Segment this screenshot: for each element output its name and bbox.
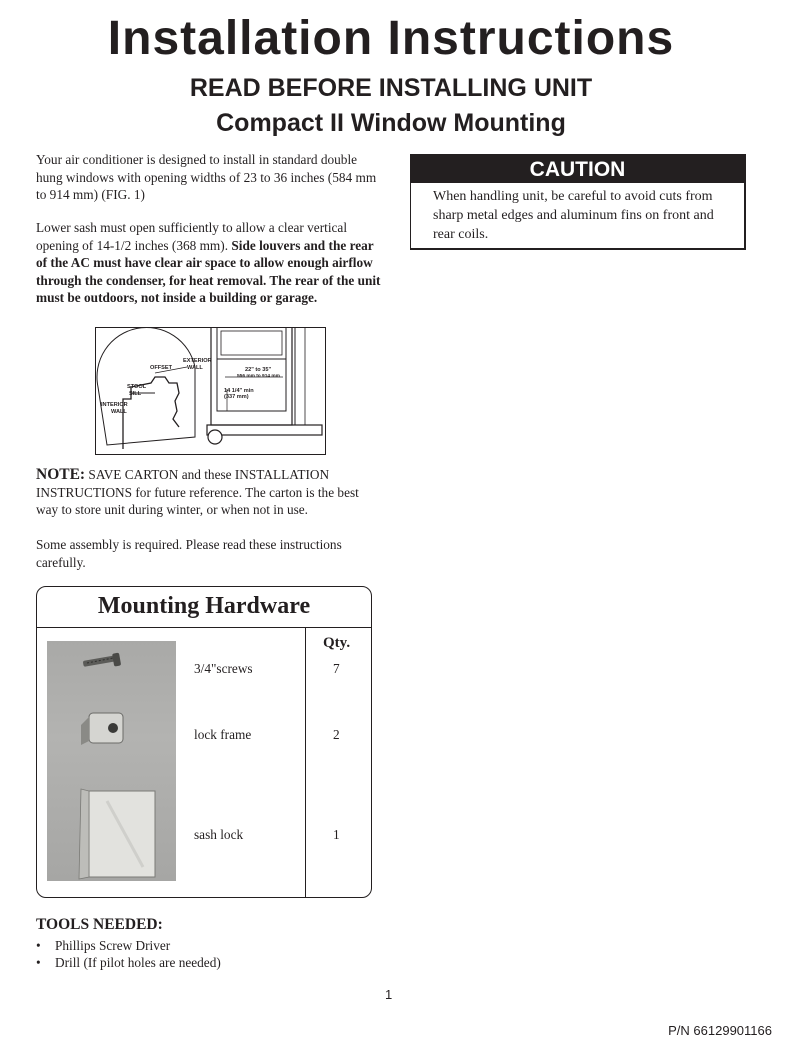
item-qty-lock-frame: 2 [333,727,340,742]
label-width-inches: 22" to 35" [245,367,272,373]
hardware-photo-illustration [47,641,176,881]
page-title: Installation Instructions [107,12,675,65]
page-number: 1 [385,987,393,1002]
screw-image [83,653,121,667]
assembly-notice: Some assembly is required. Please read these instructions carefully. [36,537,342,570]
label-interior-wall-1: INTERIOR [101,402,128,408]
intro-paragraph-2 [36,219,381,307]
qty-header: Qty. [323,635,351,651]
part-number: P/N 66129901166 [668,1023,772,1038]
label-height-inches: 14 1/4" min [224,388,254,394]
hardware-photo [47,641,176,881]
lock-frame-image [81,713,123,745]
intro-paragraph-2-warning: Side louvers and the rear of the AC must have clear air space to allow enough airflow through the condenser, for heat removal. The rear of the unit must be outdoors, not inside a building or garage. [36,237,381,305]
tool-item: • Phillips Screw Driver [36,937,221,954]
sash-lock-image [79,789,155,879]
item-qty-sash-lock: 1 [333,827,340,842]
caution-text: When handling unit, be careful to avoid cuts from sharp metal edges and aluminum fins on front and rear coils. [433,189,714,242]
label-stool-sill-1: STOOL [127,384,147,390]
tool-item: • Drill (If pilot holes are needed) [36,954,221,971]
window-sill [207,425,322,435]
note-paragraph [36,466,381,519]
upper-glass [221,331,282,355]
item-qty-screws: 7 [333,661,340,676]
hardware-divider [37,627,371,628]
tools-heading: TOOLS NEEDED: [36,916,163,933]
subtitle-read-before: READ BEFORE INSTALLING UNIT [189,74,593,102]
intro-paragraph-2-text: Lower sash must open sufficiently to allow a clear vertical opening of 14-1/2 inches (368 mm). [36,220,348,253]
label-width-mm: 556 mm to 914 mm [237,374,280,379]
tools-list [36,937,221,971]
label-exterior-wall-1: EXTERIOR [183,358,212,364]
item-name-screws: 3/4"screws [194,661,253,676]
item-name-lock-frame: lock frame [194,727,252,742]
caution-box [410,154,746,250]
sill-detail-marker [208,430,222,444]
label-interior-wall-2: WALL [111,409,127,415]
note-label: NOTE: [36,466,86,483]
item-name-sash-lock: sash lock [194,827,244,842]
caution-heading: CAUTION [411,155,744,183]
window-diagram [95,327,326,455]
mounting-hardware-box [36,586,372,898]
mounting-hardware-title: Mounting Hardware [97,593,311,619]
intro-paragraph-1: Your air conditioner is designed to install in standard double hung windows with opening widths of 23 to 36 inches (584 mm to 914 mm) (FIG. 1) [36,152,377,202]
label-exterior-wall-2: WALL [187,365,203,371]
label-offset: OFFSET [150,365,173,371]
subtitle-mounting-type: Compact II Window Mounting [216,109,566,137]
hardware-column-divider [305,628,306,898]
label-stool-sill-2: SILL [129,391,142,397]
note-text: SAVE CARTON and these INSTALLATION INSTRUCTIONS for future reference. The carton is the best way to store unit during winter, or when not in use. [36,467,359,517]
upper-sash [217,327,286,359]
label-height-mm: (337 mm) [224,394,249,400]
